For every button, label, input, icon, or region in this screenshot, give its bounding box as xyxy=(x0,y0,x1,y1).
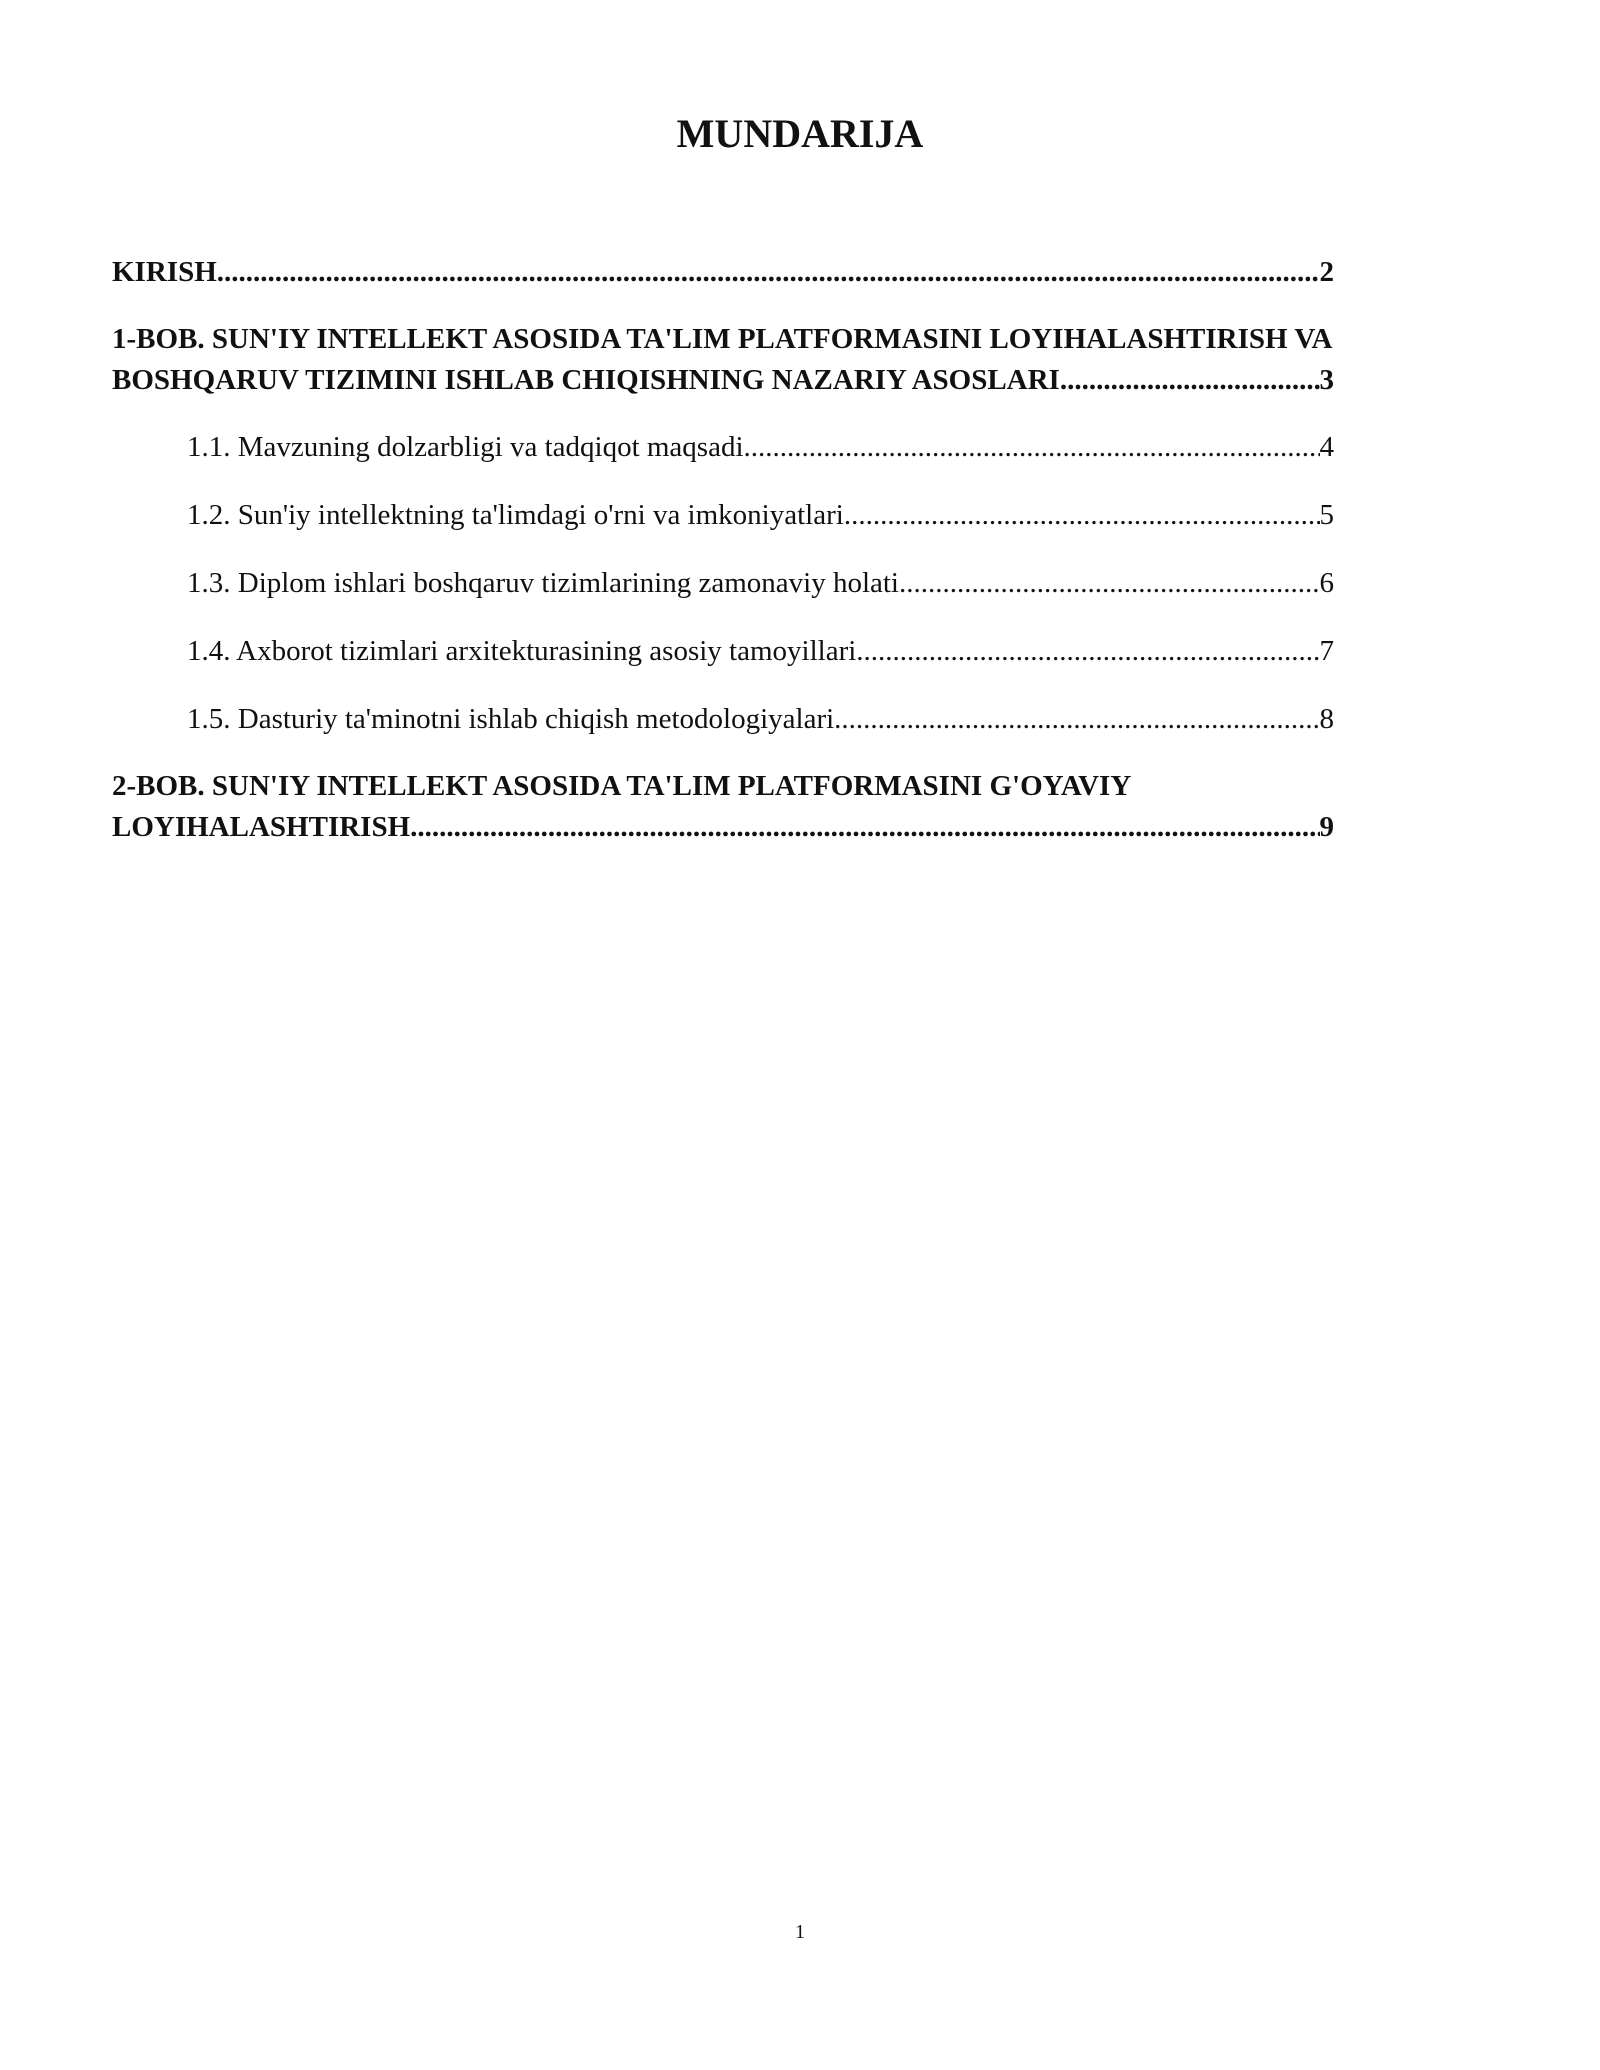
toc-entry-chapter-1[interactable] xyxy=(112,319,1334,401)
dot-leader xyxy=(834,699,1319,740)
toc-entry-section[interactable] xyxy=(112,427,1334,468)
toc-entry-title: 1.3. Diplom ishlari boshqaruv tizimlarining zamonaviy holati xyxy=(187,567,899,599)
toc-entry-section[interactable] xyxy=(112,495,1334,536)
toc-entry-page: 2 xyxy=(1319,256,1334,288)
dot-leader xyxy=(217,252,1320,293)
toc-entry-title: KIRISH xyxy=(112,256,217,288)
dot-leader xyxy=(844,495,1320,536)
toc-entry-page: 3 xyxy=(1319,364,1334,396)
table-of-contents xyxy=(112,252,1334,848)
toc-entry-page: 5 xyxy=(1319,499,1334,531)
toc-entry-title: 1.1. Mavzuning dolzarbligi va tadqiqot maqsadi xyxy=(187,431,744,463)
toc-entry-title-line-1: 1-BOB. SUN'IY INTELLEKT ASOSIDA TA'LIM PLATFORMASINI LOYIHALASHTIRISH VA xyxy=(112,323,1333,355)
dot-leader xyxy=(1060,360,1320,401)
toc-entry-page: 4 xyxy=(1319,431,1334,463)
page-title: MUNDARIJA xyxy=(676,111,924,156)
toc-entry-section[interactable] xyxy=(112,563,1334,604)
page-number: 1 xyxy=(795,1921,805,1943)
toc-entry-title: LOYIHALASHTIRISH xyxy=(112,811,411,843)
toc-entry-section[interactable] xyxy=(112,699,1334,740)
toc-entry-title-line-2 xyxy=(112,807,1334,848)
toc-entry-title: 1.4. Axborot tizimlari arxitekturasining asosiy tamoyillari xyxy=(187,635,857,667)
dot-leader xyxy=(899,563,1320,604)
toc-entry-page: 9 xyxy=(1319,811,1334,843)
toc-entry-page: 8 xyxy=(1319,703,1334,735)
toc-entry-intro[interactable] xyxy=(112,252,1334,293)
toc-entry-section[interactable] xyxy=(112,631,1334,672)
toc-entry-chapter-2[interactable] xyxy=(112,766,1334,848)
toc-entry-title-line-2 xyxy=(112,360,1334,401)
toc-entry-page: 6 xyxy=(1319,567,1334,599)
toc-entry-title: 1.5. Dasturiy ta'minotni ishlab chiqish metodologiyalari xyxy=(187,703,835,735)
dot-leader xyxy=(410,807,1319,848)
dot-leader xyxy=(856,631,1319,672)
toc-entry-title: 1.2. Sun'iy intellektning ta'limdagi o'rni va imkoniyatlari xyxy=(187,499,844,531)
toc-entry-page: 7 xyxy=(1319,635,1334,667)
toc-entry-title-line-1: 2-BOB. SUN'IY INTELLEKT ASOSIDA TA'LIM PLATFORMASINI G'OYAVIY xyxy=(112,770,1132,802)
toc-entry-title: BOSHQARUV TIZIMINI ISHLAB CHIQISHNING NAZARIY ASOSLARI xyxy=(112,364,1060,396)
dot-leader xyxy=(744,427,1320,468)
